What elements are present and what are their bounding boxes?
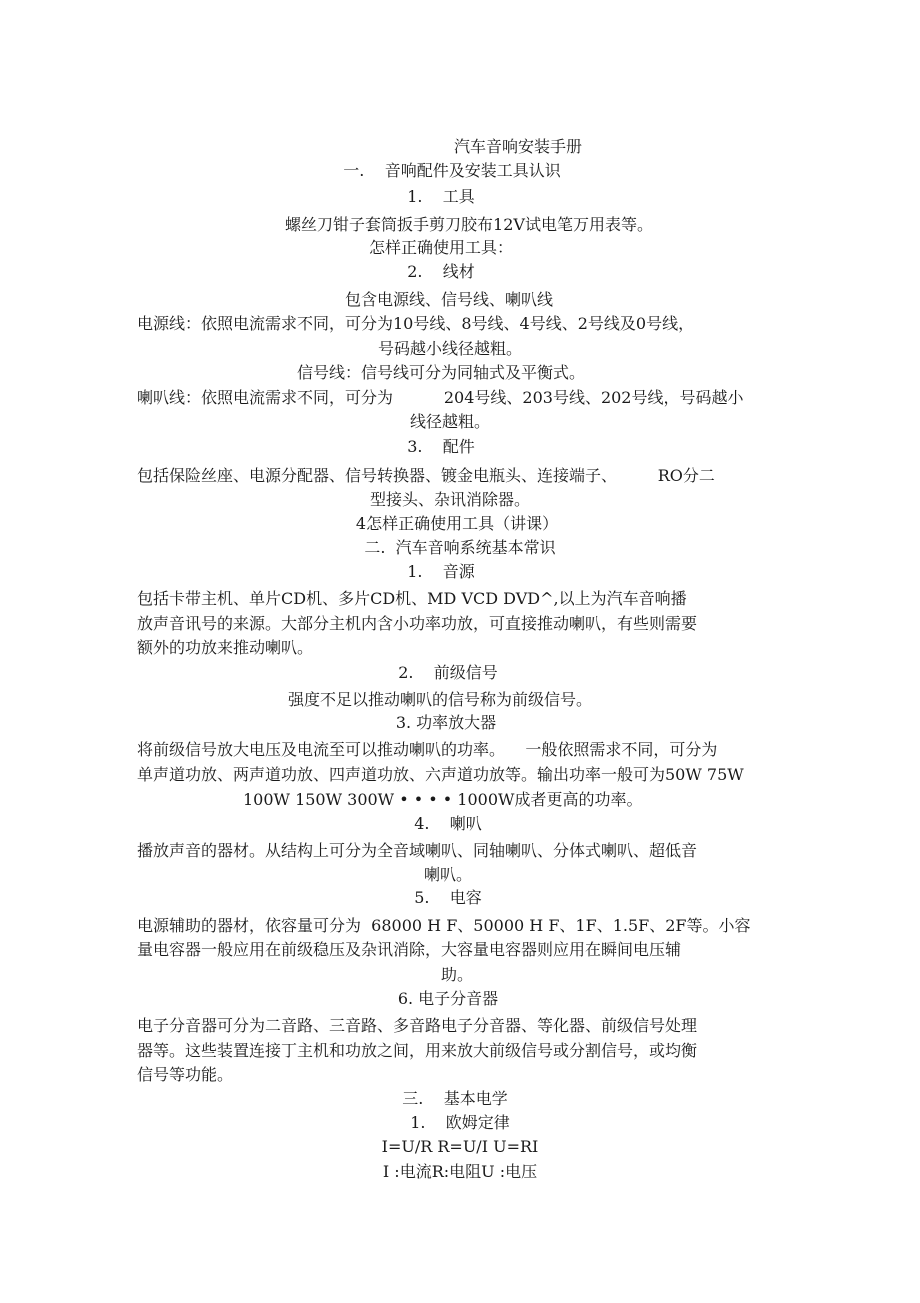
subsection-heading: 4怎样正确使用工具（讲课）	[355, 514, 559, 533]
subsection-heading: 6. 电子分音器	[397, 989, 499, 1008]
subsection-heading: 1. 工具	[407, 187, 475, 206]
section-heading: 三. 基本电学	[402, 1089, 508, 1108]
text-line: 强度不足以推动喇叭的信号称为前级信号。	[287, 690, 593, 709]
text-line: 器等。这些装置连接丁主机和功放之间，用来放大前级信号或分割信号，或均衡	[137, 1041, 698, 1060]
text-line: 怎样正确使用工具：	[368, 238, 514, 257]
text-line: 线径越粗。	[409, 412, 491, 431]
text-line: 型接头、杂讯消除器。	[369, 490, 531, 509]
text-line: 助。	[440, 965, 474, 984]
subsection-heading: 3. 功率放大器	[395, 713, 497, 732]
text-line: 额外的功放来推动喇叭。	[137, 638, 314, 657]
text-line: 电源辅助的器材，依容量可分为 68000 H F、50000 H F、1F、1.5F、2F等。小容	[137, 916, 751, 935]
text-line: 包括保险丝座、电源分配器、信号转换器、镀金电瓶头、连接端子、 RO分二	[137, 466, 715, 485]
text-line: 包括卡带主机、单片CD机、多片CD机、MD VCD DVD^,以上为汽车音响播	[137, 589, 687, 608]
text-line: 将前级信号放大电压及电流至可以推动喇叭的功率。 一般依照需求不同，可分为	[137, 740, 718, 759]
section-heading: 一. 音响配件及安装工具认识	[343, 161, 561, 180]
text-line: 螺丝刀钳子套筒扳手剪刀胶布12V试电笔万用表等。	[285, 215, 653, 234]
formula-line: I=U/R R=U/I U=RI	[381, 1137, 539, 1156]
subsection-heading: 1. 音源	[407, 562, 475, 581]
subsection-heading: 2. 线材	[407, 262, 475, 281]
text-line: 包含电源线、信号线、喇叭线	[344, 290, 554, 309]
text-line: 单声道功放、两声道功放、四声道功放、六声道功放等。输出功率一般可为50W 75W	[137, 765, 744, 784]
subsection-heading: 1. 欧姆定律	[410, 1113, 510, 1132]
subsection-heading: 4. 喇叭	[414, 814, 482, 833]
text-line: 电源线：依照电流需求不同，可分为10号线、8号线、4号线、2号线及0号线，	[137, 314, 695, 333]
text-line: 量电容器一般应用在前级稳压及杂讯消除，大容量电容器则应用在瞬间电压辅	[137, 940, 682, 959]
text-line: 信号等功能。	[137, 1065, 234, 1084]
document-title: 汽车音响安装手册	[453, 137, 583, 156]
text-line: 喇叭。	[423, 865, 473, 884]
text-line: 信号线：信号线可分为同轴式及平衡式。	[296, 363, 586, 382]
subsection-heading: 5. 电容	[414, 888, 482, 907]
formula-legend: I :电流R:电阻U :电压	[382, 1162, 538, 1181]
subsection-heading: 2. 前级信号	[398, 663, 498, 682]
text-line: 播放声音的器材。从结构上可分为全音域喇叭、同轴喇叭、分体式喇叭、超低音	[137, 841, 698, 860]
text-line: 喇叭线：依照电流需求不同，可分为 204号线、203号线、202号线，号码越小	[137, 388, 744, 407]
section-heading: 二. 汽车音响系统基本常识	[364, 538, 556, 557]
subsection-heading: 3. 配件	[407, 437, 475, 456]
text-line: 电子分音器可分为二音路、三音路、多音路电子分音器、等化器、前级信号处理	[137, 1016, 698, 1035]
text-line: 放声音讯号的来源。大部分主机内含小功率功放，可直接推动喇叭，有些则需要	[137, 614, 698, 633]
text-line: 100W 150W 300W • • • • 1000W成者更高的功率。	[243, 790, 643, 809]
text-line: 号码越小线径越粗。	[377, 339, 523, 358]
